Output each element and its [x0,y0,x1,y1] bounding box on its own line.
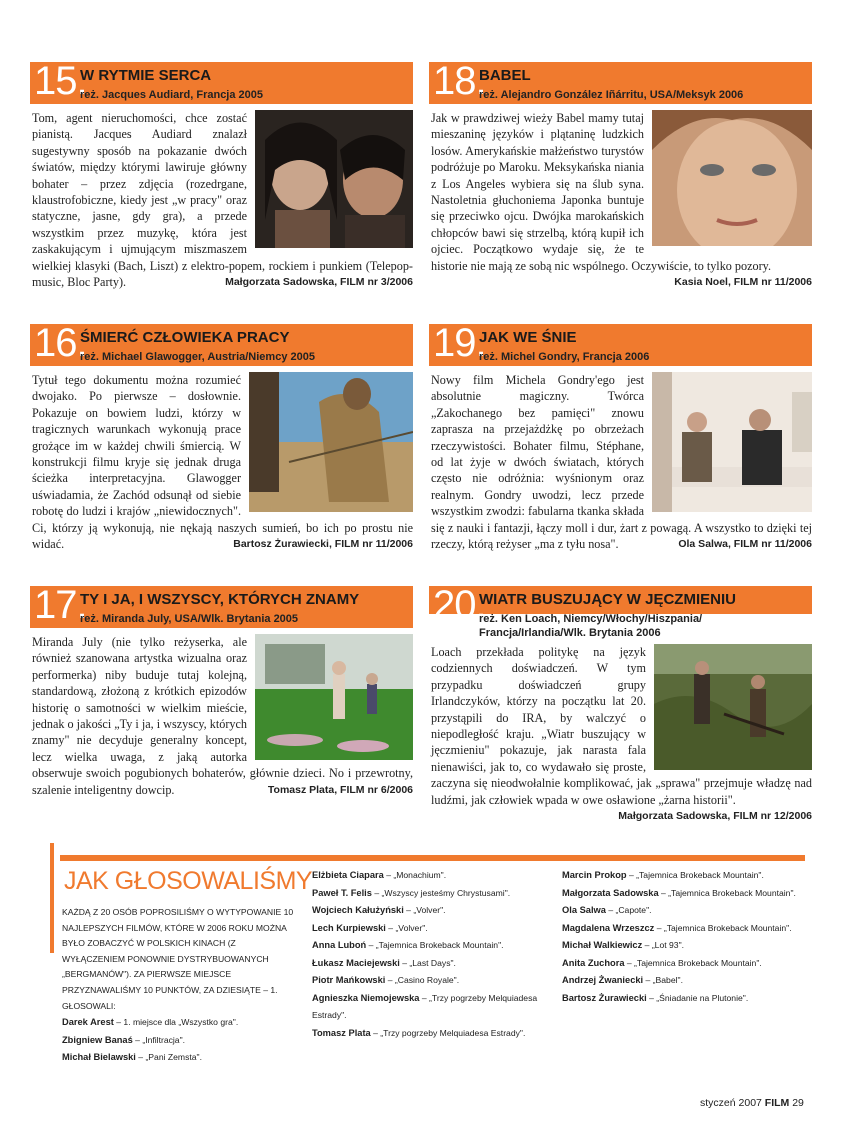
film-header [30,321,413,370]
film-still-image [255,634,413,760]
voter-name: Małgorzata Sadowska [562,887,659,898]
voter-name: Michał Bielawski [62,1052,136,1063]
film-director: reż. Alejandro González Iñárritu, USA/Meksyk 2006 [479,89,744,101]
film-entry-17 [30,583,413,798]
film-title: WIATR BUSZUJĄCY W JĘCZMIENIU [479,591,736,608]
film-title: ŚMIERĆ CZŁOWIEKA PRACY [80,329,290,346]
voter-name: Anna Luboń [312,940,367,950]
voter-choice: – „Trzy pogrzeby Melquiadesa Estrady". [312,992,538,1020]
film-still-image [652,372,812,512]
voter-choice: – „Śniadanie na Plutonie". [646,992,749,1003]
film-title: W RYTMIE SERCA [80,67,212,84]
magazine-name: FILM [764,1097,790,1109]
film-review-text: Jak w prawdziwej wieży Babel mamy tutaj mieszaninę języków i plątaninę ludzkich losów. Amerykańskie małżeństwo turystów podróżuje po Maroku. Meksykańska niania z Los Angeles wybiera się na ślub syna. Nastoletnia głuchoniema Japonka buntuje się przeciwko ojcu. Dwójka marokańskich chłopców bawi się strzelbą, którą kupił ich ojciec. Początkowo wydaje się, że te historie nie mają ze sobą nic wspólnego. Oczywiście, to tylko pozory. [431,111,772,273]
voter-name: Wojciech Kałużyński [312,905,404,915]
film-review-author: Tomasz Plata, FILM nr 6/2006 [267,783,413,796]
voting-intro [62,905,300,1067]
voting-intro-text: KAŻDĄ Z 20 OSÓB POPROSILIŚMY O WYTYPOWANIE 10 NAJLEPSZYCH FILMÓW, KTÓRE W 2006 ROKU MOŻNA BYŁO ZOBACZYĆ W POLSKICH KINACH (Z WYŁĄCZENIEM PONOWNIE DYSTRYBUOWANYCH „BERGMANÓW"). ZA PIERWSZE MIEJSCE PRZYZNAWALIŚMY 10 PUNKTÓW, ZA DZIESIĄTE – 1. GŁOSOWALI: [62,907,294,1011]
voter-choice: – „Infiltracja". [132,1034,186,1045]
film-director: reż. Michel Gondry, Francja 2006 [479,351,650,363]
voter-choice: – „Wszyscy jesteśmy Chrystusami". [371,887,511,898]
film-rank: 20. [433,583,486,627]
film-review [30,108,413,290]
film-review [429,642,812,823]
voter-choice: – „Trzy pogrzeby Melquiadesa Estrady". [370,1027,526,1038]
film-review-author: Małgorzata Sadowska, FILM nr 3/2006 [225,276,413,289]
voter-name: Elżbieta Ciapara [312,870,384,880]
voter-choice: – 1. miejsce dla „Wszystko gra". [113,1017,239,1028]
voter-entry [562,867,798,885]
voter-name: Tomasz Plata [312,1027,371,1038]
film-rank: 17. [34,583,87,627]
voter-entry [312,990,540,1025]
voter-choice: – „Tajemnica Brokeback Mountain". [626,870,764,880]
film-entry-16 [30,321,413,552]
film-review [429,370,812,552]
film-review-text: Tom, agent nieruchomości, chce zostać pianistą. Jacques Audiard znalazł sugestywny sposób na pokazanie dwóch światów, między którymi lawiruje główny bohater – przez zdjęcia (rozedrgane, klaustrofobiczne, kiedy jest „w pracy" oraz statyczne, jasne, gdy gra), a przede wszystkim przez muzykę, która jest zaskakującym i ujmującym miszmaszem wielkiej klasyki (Bach, Liszt) z elektro-popem, rockiem i punkiem (Telepop-music, Bloc Party). [32,111,413,290]
voter-entry [312,955,540,973]
voter-choice: – „Volver". [385,922,428,933]
film-review-text: Miranda July (nie tylko reżyserka, ale również szanowana artystka wizualna oraz performerka) niby buduje tutaj kolejną, standardową, złożoną z krótkich epizodów historię o samotności w wielkim mieście, jednak o jakości „Ty i ja, i wszyscy, których znamy" nie decyduje generalny koncept, lecz wielka uwaga, z jaką autorka obserwuje swoich pogubionych bohaterów, głównie dzieci. No i przewrotny, szalenie inteligentny dowcip. [32,635,413,797]
voter-choice: – „Volver". [403,905,446,915]
voter-entry [562,937,798,955]
film-entry-20 [429,583,812,824]
voter-entry [562,990,798,1008]
voter-entry [312,902,540,920]
issue-date: styczeń 2007 [700,1097,762,1109]
voter-choice: – „Pani Zemsta". [135,1052,202,1063]
film-still-image [652,110,812,246]
voter-entry [312,885,540,903]
voter-name: Zbigniew Banaś [62,1034,133,1045]
film-review-author: Kasia Noel, FILM nr 11/2006 [674,276,812,289]
voter-entry [312,1025,540,1043]
voters-column-1 [62,1014,300,1067]
film-director: reż. Michael Glawogger, Austria/Niemcy 2005 [80,351,315,363]
voter-choice: – „Tajemnica Brokeback Mountain". [654,922,792,933]
voter-name: Andrzej Żwaniecki [562,975,644,985]
film-review-text: Loach przekłada politykę na język codziennych doświadczeń. W tym przypadku doświadczeń grupy Irlandczyków, którzy na początku lat 20. przystąpili do IRA, by walczyć o niepodległość kraju. „Wiatr buszujący w jęczmieniu" pokazuje, jak narasta fala nienawiści, jak to, co wydawało się proste, zaczyna się nieodwołalnie komplikować, jak „sprawa" przejmuje władzę nad ludźmi, jak człowiek wpada w owe osławione „żarna historii". [431,645,812,807]
voter-choice: – „Tajemnica Brokeback Mountain". [624,957,762,968]
voter-name: Lech Kurpiewski [312,922,386,933]
voter-entry [562,972,798,990]
accent-line [60,855,805,861]
film-header [429,59,812,108]
voter-entry [562,920,798,938]
film-rank: 16. [34,321,87,365]
film-header [30,583,413,632]
voter-choice: – „Babel". [643,975,683,985]
voter-choice: – „Casino Royale". [385,975,460,985]
film-rank: 15. [34,59,87,103]
film-header [429,583,812,642]
film-still-image [654,644,812,770]
film-title: JAK WE ŚNIE [479,329,577,346]
voter-choice: – „Capote". [605,905,652,915]
voter-name: Darek Arest [62,1017,114,1028]
voter-choice: – „Monachium". [383,870,447,880]
voter-name: Marcin Prokop [562,870,627,880]
voter-name: Magdalena Wrzeszcz [562,922,655,933]
voter-name: Bartosz Żurawiecki [562,992,647,1003]
film-entry-15 [30,59,413,290]
film-header [30,59,413,108]
film-review [30,370,413,552]
film-title: TY I JA, I WSZYSCY, KTÓRYCH ZNAMY [80,591,360,608]
film-director: reż. Jacques Audiard, Francja 2005 [80,89,264,101]
film-director-continued: Francja/Irlandia/Wlk. Brytania 2006 [479,627,661,639]
film-director: reż. Ken Loach, Niemcy/Włochy/Hiszpania/ [479,613,703,625]
voter-entry [312,920,540,938]
film-rank: 19. [433,321,486,365]
voter-entry [562,902,798,920]
film-review [30,632,413,798]
voter-name: Piotr Mańkowski [312,975,386,985]
voting-section [50,843,805,1083]
film-entry-19 [429,321,812,552]
voter-name: Anita Zuchora [562,957,625,968]
voter-entry [62,1049,300,1067]
voter-entry [312,937,540,955]
film-review-author: Ola Salwa, FILM nr 11/2006 [678,538,812,551]
voter-entry [312,972,540,990]
film-review-text: Nowy film Michela Gondry'ego jest absolutnie magiczny. Twórca „Zakochanego bez pamięci" znowu zaprasza na przejażdżkę po obrzeżach rzeczywistości. Bohater filmu, Stéphane, od lat żyje w dwóch światach, których często nie odróżnia: wyśnionym oraz realnym. Gondry uwodzi, lecz przede wszystkim zwodzi: fabularna tkanka składa się z nauki i fantazji, łączy moll i dur, żart z powagą. A wszystko to dzięki tej rzeczy, którą reżyser „ma z tyłu nosa". [431,373,812,552]
voter-choice: – „Tajemnica Brokeback Mountain". [658,887,796,898]
voter-name: Paweł T. Felis [312,887,372,898]
accent-line-vertical [50,843,54,953]
voters-column-2 [312,867,540,1042]
voting-heading: JAK GŁOSOWALIŚMY [64,867,313,895]
film-still-image [249,372,413,512]
voter-choice: – „Tajemnica Brokeback Mountain". [366,940,504,950]
film-entry-18 [429,59,812,290]
film-director: reż. Miranda July, USA/Wlk. Brytania 2005 [80,613,299,625]
voter-entry [562,955,798,973]
voter-choice: – „Last Days". [399,957,456,968]
voter-name: Michał Walkiewicz [562,940,643,950]
voter-entry [62,1014,300,1032]
voter-name: Ola Salwa [562,905,606,915]
voters-column-3 [562,867,798,1007]
film-still-image [255,110,413,248]
film-review-author: Bartosz Żurawiecki, FILM nr 11/2006 [233,538,413,551]
voter-choice: – „Lot 93". [642,940,685,950]
film-review-text: Tytuł tego dokumentu można rozumieć dwojako. Po pierwsze – dosłownie. Pokazuje on bowiem ludzi, którzy w tragicznych warunkach wykonują prace grożące im w każdej chwili śmiercią. W konstrukcji filmu kryje się jednak druga ścieżka interpretacyjna. Glawogger uświadamia, że Zachód odsunął od siebie robotę do ludzi i krajów „niewidocznych". Ci, którzy ją wykonują, nie nękają naszych sumień, bo ich po prostu nie widać. [32,373,413,552]
voter-entry [562,885,798,903]
voter-entry [62,1032,300,1050]
voter-name: Łukasz Maciejewski [312,957,400,968]
film-rank: 18. [433,59,486,103]
film-review [429,108,812,289]
voter-entry [312,867,540,885]
film-review-author: Małgorzata Sadowska, FILM nr 12/2006 [618,810,812,823]
film-header [429,321,812,370]
page-number: 29 [792,1097,804,1109]
page-footer [700,1097,804,1109]
voter-name: Agnieszka Niemojewska [312,992,420,1003]
film-title: BABEL [479,67,531,84]
